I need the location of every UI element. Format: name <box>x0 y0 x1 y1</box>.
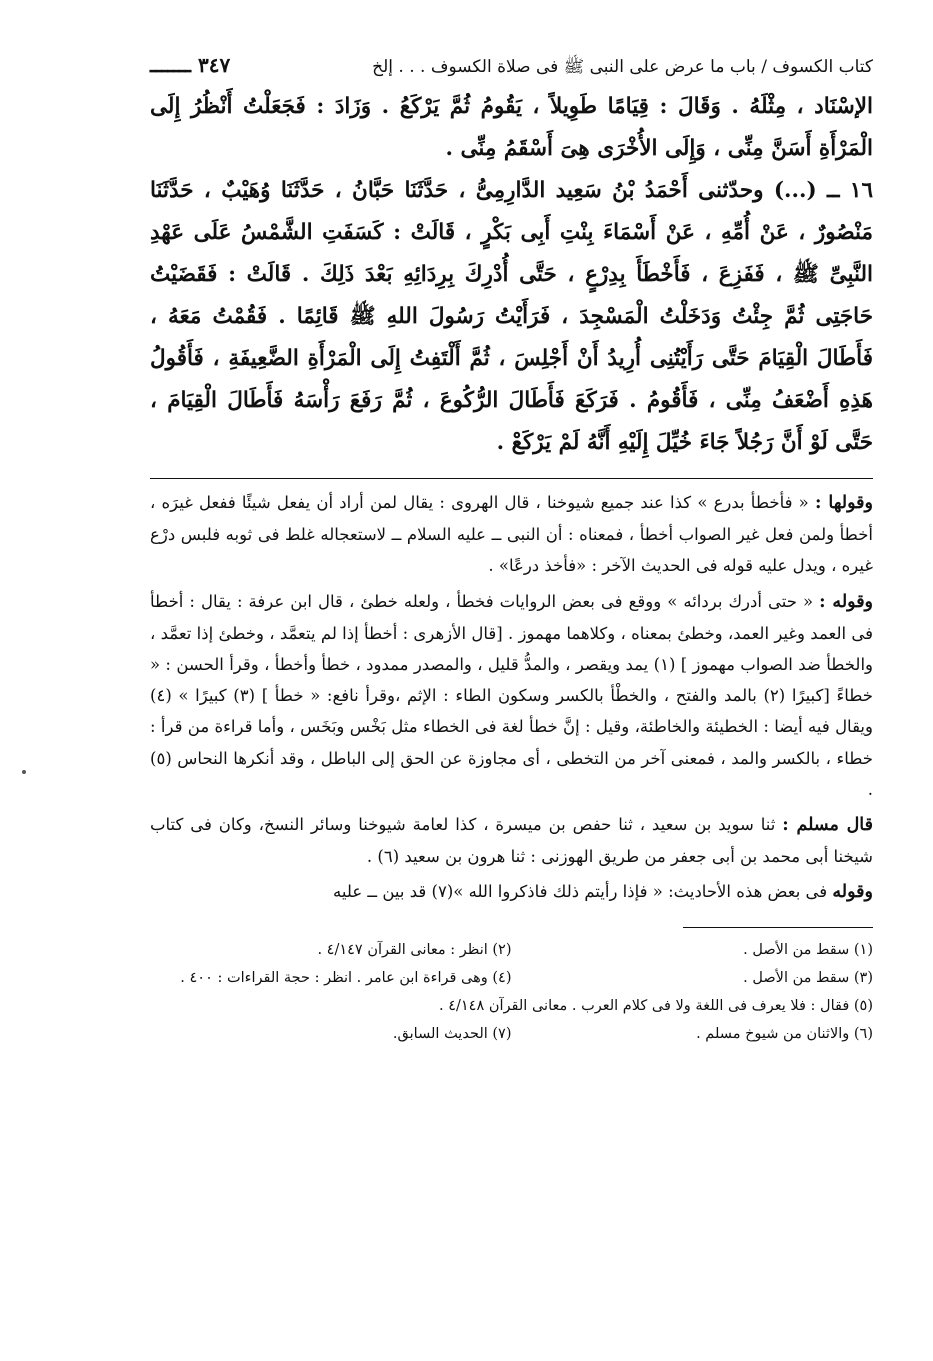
commentary-paragraph <box>150 809 873 872</box>
footnote-2: (٢) انظر : معانى القرآن ٤/١٤٧ . <box>317 941 512 958</box>
commentary-body: « فأخطأ بدرع » كذا عند جميع شيوخنا ، قال الهروى : يقال لمن أراد أن يفعل شيئًا ففعل غيرَه ، أخطأ ولمن فعل غير الصواب أخطأ ، فمعناه : أن النبى ــ عليه السلام ــ لاستعجاله غلط فى ثوبه فلبس درْع غيره ، ويدل عليه قوله فى الحديث الآخر : «فأخذ درعًا» . <box>150 493 873 576</box>
running-header <box>150 52 873 82</box>
hadith-16: ١٦ ــ (...) وحدّثنى أَحْمَدُ بْنُ سَعِيد الدَّارِمِىُّ ، حَدَّثَنَا حَبَّانُ ، حَدَّثَنَا وُهَيْبٌ ، حَدَّثَنَا مَنْصُورٌ ، عَنْ أُمِّهِ ، عَنْ أَسْمَاءَ بِنْتِ أَبِى بَكْرٍ ، قَالَتْ : كَسَفَتِ الشَّمْسُ عَلَى عَهْدِ النَّبِىِّ ﷺ ، فَفَزِعَ ، فَأَخْطَأَ بِدِرْعٍ ، حَتَّى أُدْرِكَ بِرِدَائِهِ بَعْدَ ذَلِكَ . قَالَتْ : فَقَضَيْتُ حَاجَتِى ثُمَّ جِئْتُ وَدَخَلْتُ الْمَسْجِدَ ، فَرَأَيْتُ رَسُولَ اللهِ ﷺ قَائِمًا . فَقُمْتُ مَعَهُ ، فَأَطَالَ الْقِيَامَ حَتَّى رَأَيْتُنِى أُرِيدُ أَنْ أَجْلِسَ ، ثُمَّ أَلْتَفِتُ إِلَى الْمَرْأَةِ الضَّعِيفَةِ ، فَأَقُولُ هَذِهِ أَضْعَفُ مِنِّى ، فَأَقُومُ . فَرَكَعَ فَأَطَالَ الرُّكُوعَ ، ثُمَّ رَفَعَ رَأْسَهُ فَأَطَالَ الْقِيَامَ ، حَتَّى لَوْ أَنَّ رَجُلاً جَاءَ خُيِّلَ إِلَيْهِ أَنَّهُ لَمْ يَرْكَعْ . <box>150 178 873 455</box>
commentary-body: « حتى أدرك بردائه » ووقع فى بعض الروايات فخطأ ، ولعله خطئ ، قال ابن عرفة : يقال : أخطأ فى العمد وغير العمد، وخطئ بمعناه ، وكلاهما مهموز . [قال الأزهرى : أخطأ إذا لم يتعمَّد ، وخطئ إذا تعمَّد ، والخطأ ضد الصواب مهموز ] (١) يمد ويقصر ، والمدُّ قليل ، والمصدر ممدود ، خطأ وأخطأ ، وقرأ الحسن : « خطاءً [كبيرًا (٢) بالمد والفتح ، والخطْأ بالكسر وسكون الطاء : الإثم ،وقرأ نافع: « خطأ ] (٣) كبيرًا » (٤) ويقال فيه أيضا : الخطيئة والخاطئة، وقيل : إنَّ خطأ لغة فى الخطاء مثل بَخْس وبَخَس ، وأما قراءة من قرأ : خطاء ، بالكسر والمد ، فمعنى آخر من التخطى ، أى مجاوزة عن الحق إلى الباطل ، وقد أنكرها النحاس (٥) . <box>150 591 873 799</box>
footnote-5: (٥) فقال : فلا يعرف فى اللغة ولا فى كلام العرب . معانى القرآن ٤/١٤٨ . <box>439 997 873 1014</box>
commentary-divider <box>150 478 873 479</box>
footnote-7: (٧) الحديث السابق. <box>392 1025 512 1042</box>
page-number-value: ٣٤٧ <box>197 53 231 77</box>
commentary-paragraph <box>150 586 873 805</box>
hadith-text <box>150 86 873 464</box>
header-separator: ـــــــ <box>150 53 192 77</box>
footnote-row <box>150 992 873 1020</box>
footnote-1: (١) سقط من الأصل . <box>743 941 873 958</box>
commentary-paragraph <box>150 487 873 582</box>
footnote-row <box>150 1020 873 1048</box>
margin-dot <box>22 770 26 774</box>
footnote-3: (٣) سقط من الأصل . <box>743 969 873 986</box>
hadith-continuation: الإسْنَاد ، مِثْلَهُ . وَقَالَ : قِيَامًا طَوِيلاً ، يَقُومُ ثُمَّ يَرْكَعُ . وَزَادَ : فَجَعَلْتُ أَنْظُرُ إِلَى الْمَرْأَةِ أَسَنَّ مِنِّى ، وَإِلَى الأُخْرَى هِىَ أَسْقَمُ مِنِّى . <box>150 94 873 161</box>
commentary-lead: وقولها : <box>814 493 874 513</box>
commentary-lead: وقوله : <box>819 591 874 612</box>
book-page <box>150 52 873 1341</box>
commentary-lead: وقوله <box>832 882 873 903</box>
commentary-body: فى بعض هذه الأحاديث: « فإذا رأيتم ذلك فاذكروا الله »(٧) قد بين ــ عليه <box>333 882 828 902</box>
commentary <box>150 487 873 909</box>
footnote-row <box>150 964 873 992</box>
footnote-6: (٦) والاثنان من شيوخ مسلم . <box>696 1025 873 1042</box>
footnotes <box>150 936 873 1048</box>
commentary-body: ثنا سويد بن سعيد ، ثنا حفص بن ميسرة ، كذا لعامة شيوخنا وسائر النسخ، وكان فى كتاب شيخنا أبى محمد بن أبى جعفر من طريق الهوزنى : ثنا هرون بن سعيد (٦) . <box>150 815 873 867</box>
page-number <box>150 52 230 78</box>
footnote-row <box>150 936 873 964</box>
commentary-lead: قال مسلم : <box>782 815 874 836</box>
header-title: كتاب الكسوف / باب ما عرض على النبى ﷺ فى صلاة الكسوف . . . إلخ <box>372 57 873 77</box>
commentary-paragraph <box>150 876 873 908</box>
footnote-4: (٤) وهى قراءة ابن عامر . انظر : حجة القراءات : ٤٠٠ . <box>180 969 512 986</box>
footnote-divider <box>683 927 873 928</box>
